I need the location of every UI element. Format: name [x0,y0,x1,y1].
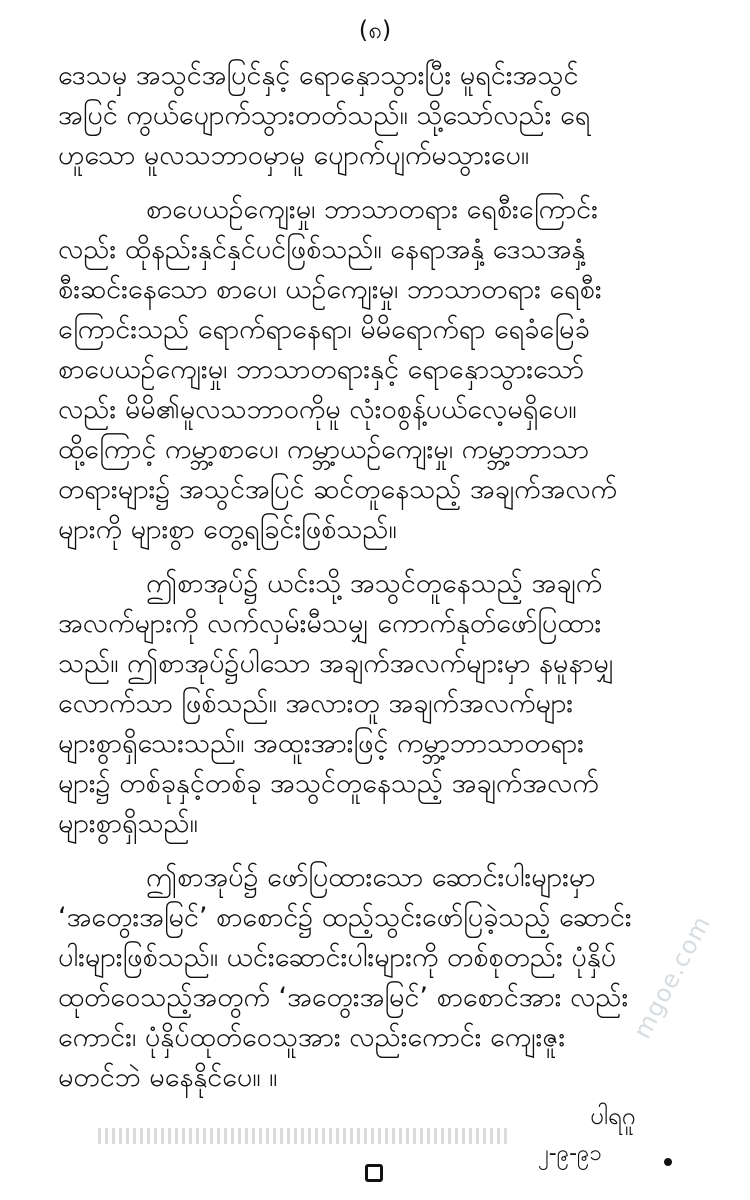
text-line: စီးဆင်းနေသော စာပေ၊ ယဉ်ကျေးမှု၊ ဘာသာတရား ရေစီး [58,274,602,305]
text-line: ဒေသမှ အသွင်အပြင်နှင့် ရောနှောသွားပြီး မူရင်းအသွင် [58,60,579,91]
text-line: တရားများ၌ အသွင်အပြင် ဆင်တူနေသည့် အချက်အလက် [58,474,618,505]
text-line: များ၌ တစ်ခုနှင့်တစ်ခု အသွင်တူနေသည့် အချက်အလက် [58,768,599,799]
end-of-section-icon [365,1164,383,1182]
paragraph-2 [58,190,698,550]
text-line: မတင်ဘဲ မနေနိုင်ပေ။ ။ [58,1062,278,1093]
text-line: များစွာရှိသည်။ [58,808,198,839]
watermark: mgoe.com [628,910,717,1044]
text-line: ထုတ်ဝေသည့်အတွက် ‘အတွေးအမြင်’ စာစောင်အား လည်း [58,982,629,1013]
text-line: ထို့ကြောင့် ကမ္ဘာ့စာပေ၊ ကမ္ဘာ့ယဉ်ကျေးမှု၊ ကမ္ဘာ့ဘာသာ [58,434,589,465]
text-line: အလက်များကို လက်လှမ်းမီသမျှ ကောက်နုတ်ဖော်ပြထား [58,608,602,639]
body-text [58,56,698,1112]
text-line: ဟူသော မူလသဘာဝမှာမူ ပျောက်ပျက်မသွားပေ။ [58,140,530,171]
paragraph-3 [58,564,698,844]
text-line: လည်း ထိုနည်းနှင်နှင်ပင်ဖြစ်သည်။ နေရာအနှံ့ ဒေသအနှံ့ [58,234,586,265]
text-line: အပြင် ကွယ်ပျောက်သွားတတ်သည်။ သို့သော်လည်း ရေ [58,100,591,131]
bullet-dot [664,1158,672,1166]
text-line: စာပေယဉ်ကျေးမှု၊ ဘာသာတရား ရေစီးကြောင်း [146,194,598,225]
text-line: ကောင်း၊ ပုံနှိပ်ထုတ်ဝေသူအား လည်းကောင်း ကျေးဇူး [58,1022,566,1053]
author-signature: ပါရဂူ [590,1102,636,1130]
text-line: သည်။ ဤစာအုပ်၌ပါသော အချက်အလက်များမှာ နမူနာမျှ [58,648,615,679]
text-line: လောက်သာ ဖြစ်သည်။ အလားတူ အချက်အလက်များ [58,688,574,719]
paragraph-1 [58,56,698,176]
scan-noise-mark [98,1128,508,1144]
text-line: ဤစာအုပ်၌ ဖော်ပြထားသော ဆောင်းပါးများမှာ [146,862,596,893]
text-line: ‘အတွေးအမြင်’ စာစောင်၌ ထည့်သွင်းဖော်ပြခဲ့သည့် ဆောင်း [58,902,632,933]
text-line: စာပေယဉ်ကျေးမှု၊ ဘာသာတရားနှင့် ရောနှောသွားသော် [58,354,584,385]
text-line: ကြောင်းသည် ရောက်ရာနေရာ၊ မိမိရောက်ရာ ရေခံမြေခံ [58,314,590,345]
text-line: ပါးများဖြစ်သည်။ ယင်းဆောင်းပါးများကို တစ်စုတည်း ပုံနှိပ် [58,942,617,973]
page-number: (၈) [358,16,392,44]
text-line: ဤစာအုပ်၌ ယင်းသို့ အသွင်တူနေသည့် အချက် [146,568,603,599]
text-line: များကို များစွာ တွေ့ရခြင်းဖြစ်သည်။ [58,514,397,545]
signing-date: ၂-၉-၉၁ [538,1141,602,1166]
text-line: များစွာရှိသေးသည်။ အထူးအားဖြင့် ကမ္ဘာ့ဘာသာတရား [58,728,584,759]
paragraph-4 [58,858,698,1098]
text-line: လည်း မိမိ၏မူလသဘာဝကိုမူ လုံးဝစွန့်ပယ်လေ့မရှိပေ။ [58,394,577,425]
